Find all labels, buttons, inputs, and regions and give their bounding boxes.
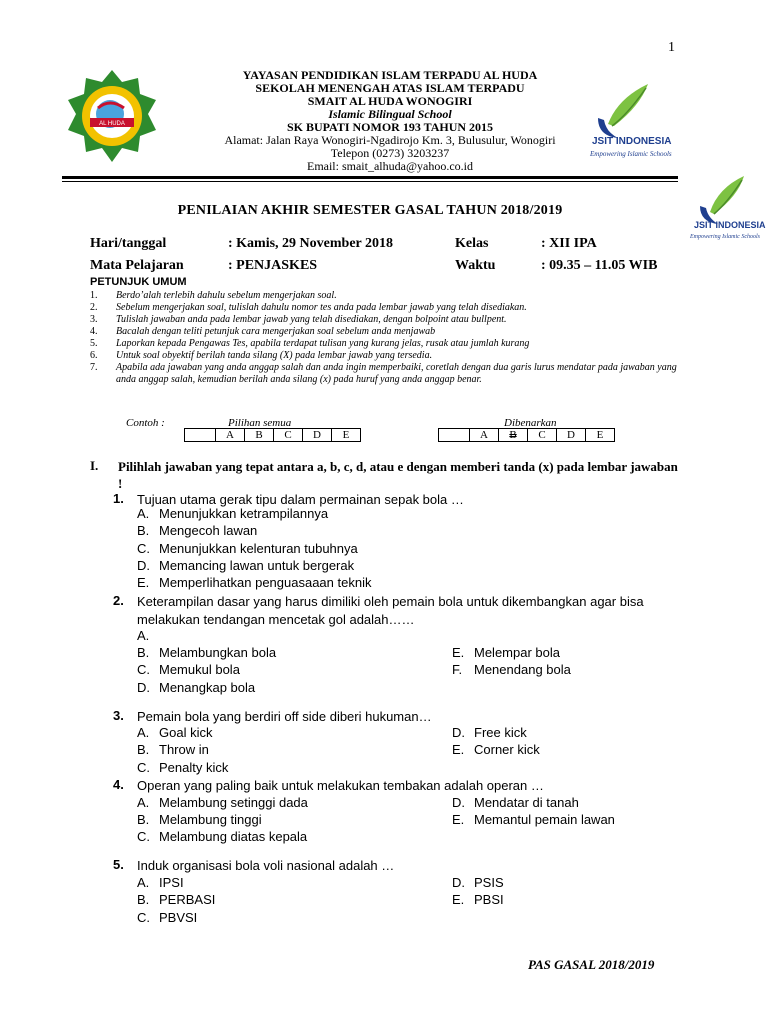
instructions-title: PETUNJUK UMUM <box>90 276 187 288</box>
instruction-item: 7. Apabila ada jawaban yang anda anggap salah dan anda ingin memperbaiki, coretlah dengan dua garis lurus mendatar pada jawaban yang anda anggap salah, kemudian berilah anda silang (x) pada huruf yang anda anggap benar. <box>90 362 677 385</box>
section-instruction: Pilihlah jawaban yang tepat antara a, b, c, d, atau e dengan memberi tanda (x) pada lembar jawaban ! <box>118 459 678 491</box>
logo-right2-tagline: Empowering Islamic Schools <box>690 234 760 240</box>
option-text: Free kick <box>474 725 527 740</box>
school-logo <box>62 68 162 164</box>
option-letter: B. <box>137 892 150 907</box>
option-letter: C. <box>137 910 150 925</box>
instruction-item: 2. Sebelum mengerjakan soal, tulislah dahulu nomor tes anda pada lembar jawab yang telah disediakan. <box>90 302 527 313</box>
option-text: Memancing lawan untuk bergerak <box>159 558 355 573</box>
option-text: PSIS <box>474 875 504 890</box>
example-cell <box>185 429 216 442</box>
option-text: Corner kick <box>474 742 540 757</box>
option-text: Mendatar di tanah <box>474 795 579 810</box>
option-letter: D. <box>452 795 465 810</box>
example-cell: D <box>303 429 332 442</box>
day-value: : Kamis, 29 November 2018 <box>228 236 393 251</box>
school-type: SEKOLAH MENENGAH ATAS ISLAM TERPADU <box>255 81 525 95</box>
option-letter: E. <box>452 812 465 827</box>
option-letter: D. <box>137 558 150 573</box>
option-text: Menangkap bola <box>159 680 256 695</box>
option-letter: E. <box>452 892 465 907</box>
page-number: 1 <box>668 40 675 55</box>
option-text: Memantul pemain lawan <box>474 812 615 827</box>
logo-right-tagline: Empowering Islamic Schools <box>590 150 672 158</box>
foundation-name: YAYASAN PENDIDIKAN ISLAM TERPADU AL HUDA <box>242 68 538 82</box>
question-text: Keterampilan dasar yang harus dimiliki oleh pemain bola untuk dikembangkan agar bisa <box>137 594 644 609</box>
example-cell: E <box>332 429 361 442</box>
option-text: IPSI <box>159 875 184 890</box>
option-text: Melempar bola <box>474 645 560 660</box>
option-text: Melambung tinggi <box>159 812 262 827</box>
logo-right2-text: JSIT INDONESIA <box>694 220 766 230</box>
option-text: Menunjukkan ketrampilannya <box>159 506 329 521</box>
option-letter: B. <box>137 742 150 757</box>
option-letter: E. <box>452 645 465 660</box>
header-rule <box>62 176 678 179</box>
option-letter: D. <box>452 875 465 890</box>
example-corrected-label: Dibenarkan <box>504 417 557 429</box>
instruction-item: 5. Laporkan kepada Pengawas Tes, apabila terdapat tulisan yang kurang jelas, rusak atau jumlah kurang <box>90 338 530 349</box>
header-rule-thin <box>62 181 678 182</box>
option-letter: D. <box>137 680 150 695</box>
example-cell: A <box>470 429 499 442</box>
option-text: Melambungkan bola <box>159 645 277 660</box>
logo-left-text: AL HUDA <box>99 121 125 127</box>
option-text: Penalty kick <box>159 760 229 775</box>
question-number: 5. <box>113 857 124 872</box>
time-label: Waktu <box>455 258 496 273</box>
instruction-item: 6. Untuk soal obyektif berilah tanda silang (X) pada lembar jawab yang tersedia. <box>90 350 433 361</box>
example-choice-label: Pilihan semua <box>228 417 292 429</box>
option-text: Menendang bola <box>474 662 571 677</box>
subject-label: Mata Pelajaran <box>90 258 184 273</box>
example-cell: E <box>586 429 615 442</box>
option-text: PBSI <box>474 892 504 907</box>
example-cell <box>439 429 470 442</box>
instruction-item: 4. Bacalah dengan teliti petunjuk cara mengerjakan soal sebelum anda menjawab <box>90 326 436 337</box>
option-letter: A. <box>137 506 150 521</box>
question-text: Tujuan utama gerak tipu dalam permainan sepak bola … <box>137 492 464 507</box>
example-cell: C <box>274 429 303 442</box>
option-letter: B. <box>137 812 150 827</box>
option-letter: C. <box>137 662 150 677</box>
example-cell: A <box>216 429 245 442</box>
option-text: Throw in <box>159 742 209 757</box>
section-number: I. <box>90 458 99 473</box>
option-letter: A. <box>137 875 150 890</box>
question-number: 2. <box>113 593 124 608</box>
question-number: 1. <box>113 491 124 506</box>
question-number: 4. <box>113 777 124 792</box>
option-letter: F. <box>452 662 463 677</box>
day-label: Hari/tanggal <box>90 236 167 251</box>
example-label: Contoh : <box>126 417 165 429</box>
decree: SK BUPATI NOMOR 193 TAHUN 2015 <box>286 120 494 134</box>
question-number: 3. <box>113 708 124 723</box>
example-table-corrected <box>438 428 615 442</box>
option-text: Goal kick <box>159 725 213 740</box>
option-letter: C. <box>137 760 150 775</box>
option-letter: C. <box>137 829 150 844</box>
option-letter: E. <box>452 742 465 757</box>
logo-right-text: JSIT INDONESIA <box>592 136 672 147</box>
option-text: Melambung diatas kepala <box>159 829 308 844</box>
jsit-logo-watermark <box>688 172 768 240</box>
option-letter: A. <box>137 628 150 643</box>
exam-title: PENILAIAN AKHIR SEMESTER GASAL TAHUN 2018/2019 <box>177 203 563 218</box>
example-table-choice <box>184 428 361 442</box>
question-text-line2: melakukan tendangan mencetak gol adalah…… <box>137 612 415 627</box>
option-letter: A. <box>137 725 150 740</box>
instruction-item: 1. Berdo’alah terlebih dahulu sebelum mengerjakan soal. <box>90 290 337 301</box>
option-text: Memukul bola <box>159 662 240 677</box>
time-value: : 09.35 – 11.05 WIB <box>541 258 658 273</box>
option-text: PBVSI <box>159 910 198 925</box>
class-value: : XII IPA <box>541 236 597 251</box>
subject-value: : PENJASKES <box>228 258 318 273</box>
question-text: Induk organisasi bola voli nasional adalah … <box>137 858 395 873</box>
instruction-item: 3. Tulislah jawaban anda pada lembar jawab yang telah disediakan, dengan bolpoint atau bullpent. <box>90 314 507 325</box>
option-letter: B. <box>137 645 150 660</box>
option-letter: B. <box>137 523 150 538</box>
class-label: Kelas <box>455 236 489 251</box>
option-letter: C. <box>137 541 150 556</box>
option-text: PERBASI <box>159 892 216 907</box>
page-footer: PAS GASAL 2018/2019 <box>528 957 655 972</box>
instructions-list <box>90 290 680 386</box>
email: Email: smait_alhuda@yahoo.co.id <box>306 159 473 173</box>
option-text: Melambung setinggi dada <box>159 795 308 810</box>
question-text: Operan yang paling baik untuk melakukan tembakan adalah operan … <box>137 778 544 793</box>
option-text: Mengecoh lawan <box>159 523 258 538</box>
option-text: Menunjukkan kelenturan tubuhnya <box>159 541 358 556</box>
example-cell: B <box>245 429 274 442</box>
option-letter: D. <box>452 725 465 740</box>
example-cell-struck: B <box>499 429 528 442</box>
option-letter: E. <box>137 575 150 590</box>
school-name: SMAIT AL HUDA WONOGIRI <box>307 94 473 108</box>
school-subtitle: Islamic Bilingual School <box>328 107 452 121</box>
question-text: Pemain bola yang berdiri off side diberi hukuman… <box>137 709 432 724</box>
example-cell: D <box>557 429 586 442</box>
phone: Telepon (0273) 3203237 <box>330 146 450 160</box>
address: Alamat: Jalan Raya Wonogiri-Ngadirojo Km. 3, Bulusulur, Wonogiri <box>224 133 556 147</box>
jsit-logo <box>588 78 678 160</box>
example-cell: C <box>528 429 557 442</box>
option-letter: A. <box>137 795 150 810</box>
option-text: Memperlihatkan penguasaaan teknik <box>159 575 372 590</box>
